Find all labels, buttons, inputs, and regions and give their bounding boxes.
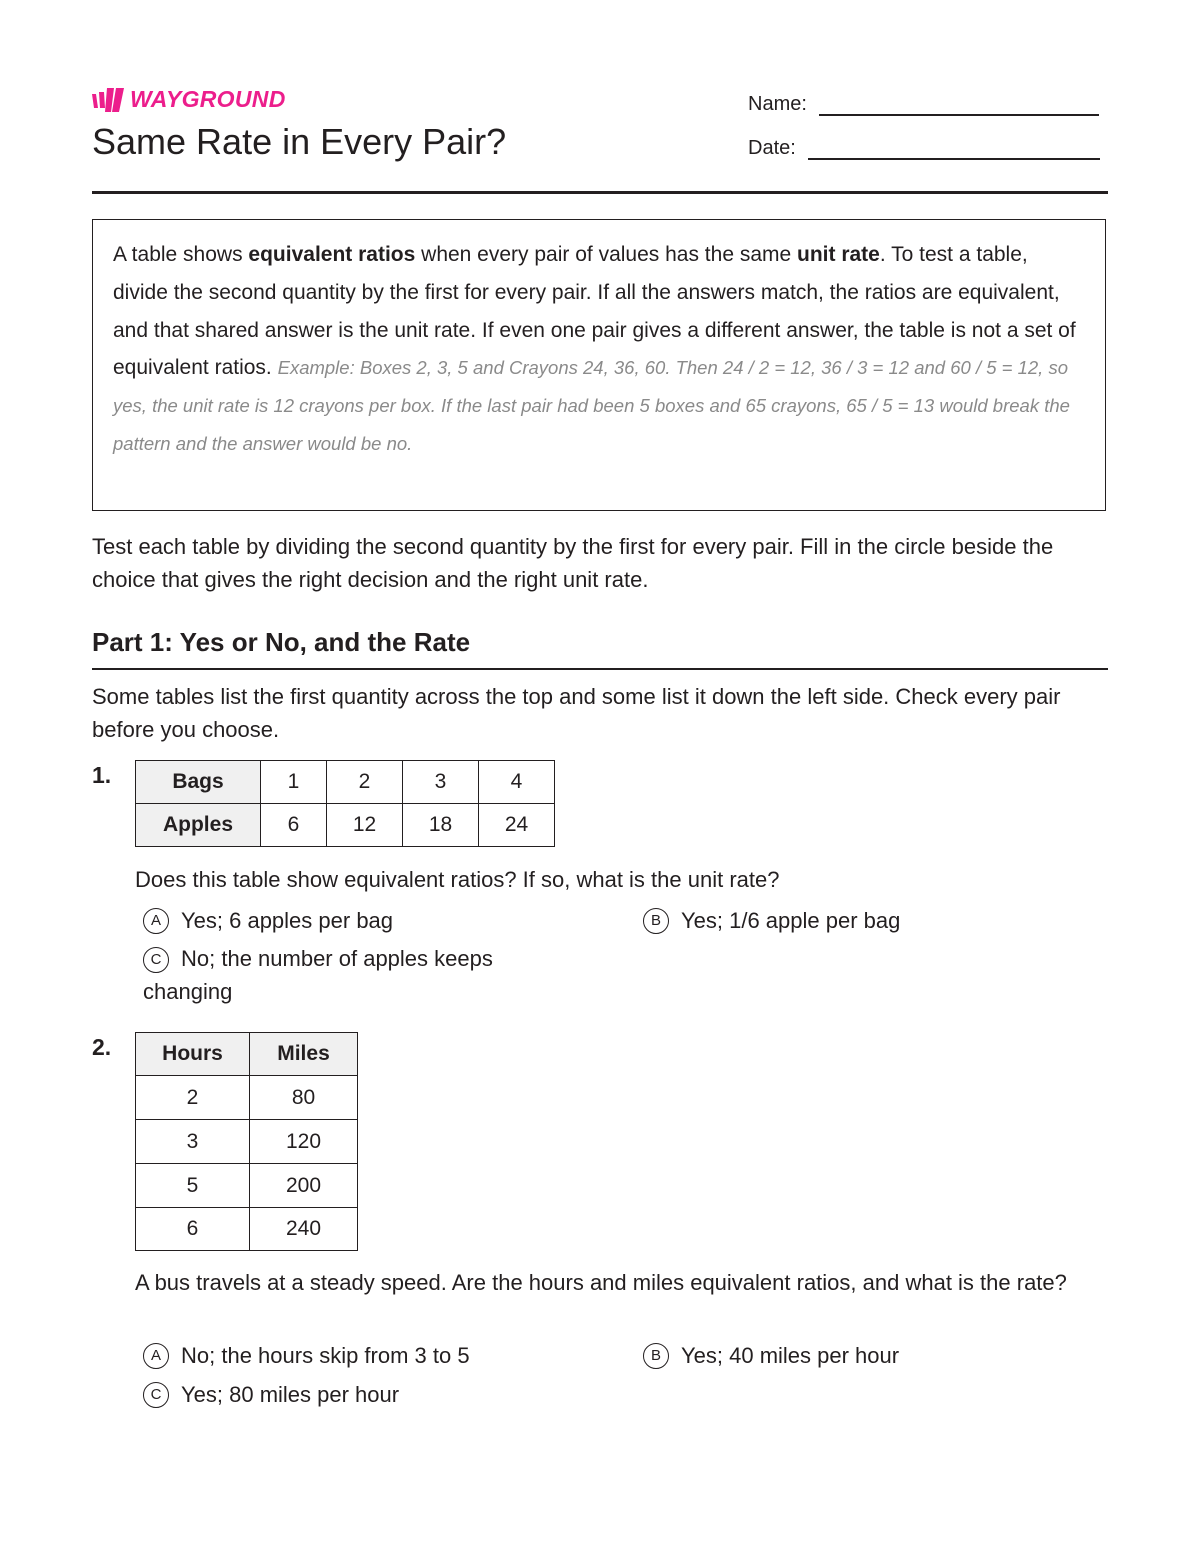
row-header: Bags (136, 761, 261, 804)
choice-text: Yes; 1/6 apple per bag (681, 908, 901, 933)
term-equivalent-ratios: equivalent ratios (248, 243, 416, 266)
choice-b[interactable] (643, 1339, 899, 1372)
info-text-1: A table shows (113, 243, 249, 266)
table-cell: 3 (403, 761, 479, 804)
part-divider (92, 668, 1108, 670)
table-cell: 200 (250, 1164, 358, 1208)
question-number: 1. (92, 762, 112, 788)
choice-text: Yes; 80 miles per hour (181, 1382, 400, 1407)
name-label: Name: (748, 93, 807, 115)
question-number: 2. (92, 1034, 112, 1060)
concept-box (92, 219, 1106, 511)
answer-bubble[interactable]: C (143, 1382, 169, 1408)
date-blank[interactable] (808, 134, 1100, 160)
choice-c[interactable] (143, 942, 563, 1008)
brand-logo (92, 86, 286, 113)
table-cell: 2 (136, 1076, 250, 1120)
page-title: Same Rate in Every Pair? (92, 121, 507, 162)
part-heading: Part 1: Yes or No, and the Rate (92, 627, 471, 657)
wayground-logo-icon (92, 88, 124, 112)
info-text-3: . To test a table, divide the second quantity by the first for every pair. If all the answers match, the ratios are equivalent, and that shared answer is the unit rate. If even one pair gives a different answer, the table is not a set of equivalent ratios. (113, 243, 1076, 380)
table-cell: 3 (136, 1120, 250, 1164)
choice-text: Yes; 40 miles per hour (681, 1343, 900, 1368)
part-intro: Some tables list the first quantity across the top and some list it down the left side. Check every pair before you choose. (92, 684, 1061, 742)
date-label: Date: (748, 137, 796, 159)
name-blank[interactable] (819, 90, 1099, 116)
table-cell: 2 (327, 761, 403, 804)
question-prompt: A bus travels at a steady speed. Are the hours and miles equivalent ratios, and what is the rate? (135, 1270, 1067, 1295)
brand-name: WAYGROUND (130, 86, 286, 112)
column-header: Hours (136, 1033, 250, 1076)
instructions: Test each table by dividing the second quantity by the first for every pair. Fill in the circle beside the choice that gives the right decision and the right unit rate. (92, 534, 1054, 592)
table-cell: 240 (250, 1208, 358, 1251)
answer-bubble[interactable]: A (143, 1343, 169, 1369)
table-cell: 18 (403, 804, 479, 847)
ratio-table (135, 760, 555, 847)
row-header: Apples (136, 804, 261, 847)
table-cell: 6 (261, 804, 327, 847)
table-cell: 4 (479, 761, 555, 804)
date-field[interactable] (748, 134, 1100, 160)
answer-bubble[interactable]: B (643, 908, 669, 934)
answer-bubble[interactable]: A (143, 908, 169, 934)
table-cell: 24 (479, 804, 555, 847)
question-prompt: Does this table show equivalent ratios? If so, what is the unit rate? (135, 867, 780, 892)
answer-bubble[interactable]: C (143, 947, 169, 973)
table-cell: 12 (327, 804, 403, 847)
table-cell: 120 (250, 1120, 358, 1164)
choice-a[interactable] (143, 1339, 470, 1372)
info-text-2: when every pair of values has the same (415, 243, 798, 266)
table-cell: 6 (136, 1208, 250, 1251)
choice-c[interactable] (143, 1378, 399, 1411)
choice-b[interactable] (643, 904, 900, 937)
table-cell: 80 (250, 1076, 358, 1120)
name-field[interactable] (748, 90, 1099, 116)
term-unit-rate: unit rate (797, 243, 880, 266)
answer-bubble[interactable]: B (643, 1343, 669, 1369)
table-cell: 1 (261, 761, 327, 804)
choice-a[interactable] (143, 904, 393, 937)
table-cell: 5 (136, 1164, 250, 1208)
choice-text: Yes; 6 apples per bag (181, 908, 394, 933)
choice-text: No; the number of apples keeps changing (143, 946, 493, 1004)
column-header: Miles (250, 1033, 358, 1076)
ratio-table (135, 1032, 358, 1251)
choice-text: No; the hours skip from 3 to 5 (181, 1343, 470, 1368)
worked-example: Example: Boxes 2, 3, 5 and Crayons 24, 36, 60. Then 24 / 2 = 12, 36 / 3 = 12 and 60 / 5 = 12, so yes, the unit rate is 12 crayons per box. If the last pair had been 5 boxes and 65 crayons, 65 / 5 = 13 would break the pattern and the answer would be no. (113, 357, 1070, 454)
header-divider (92, 191, 1108, 194)
